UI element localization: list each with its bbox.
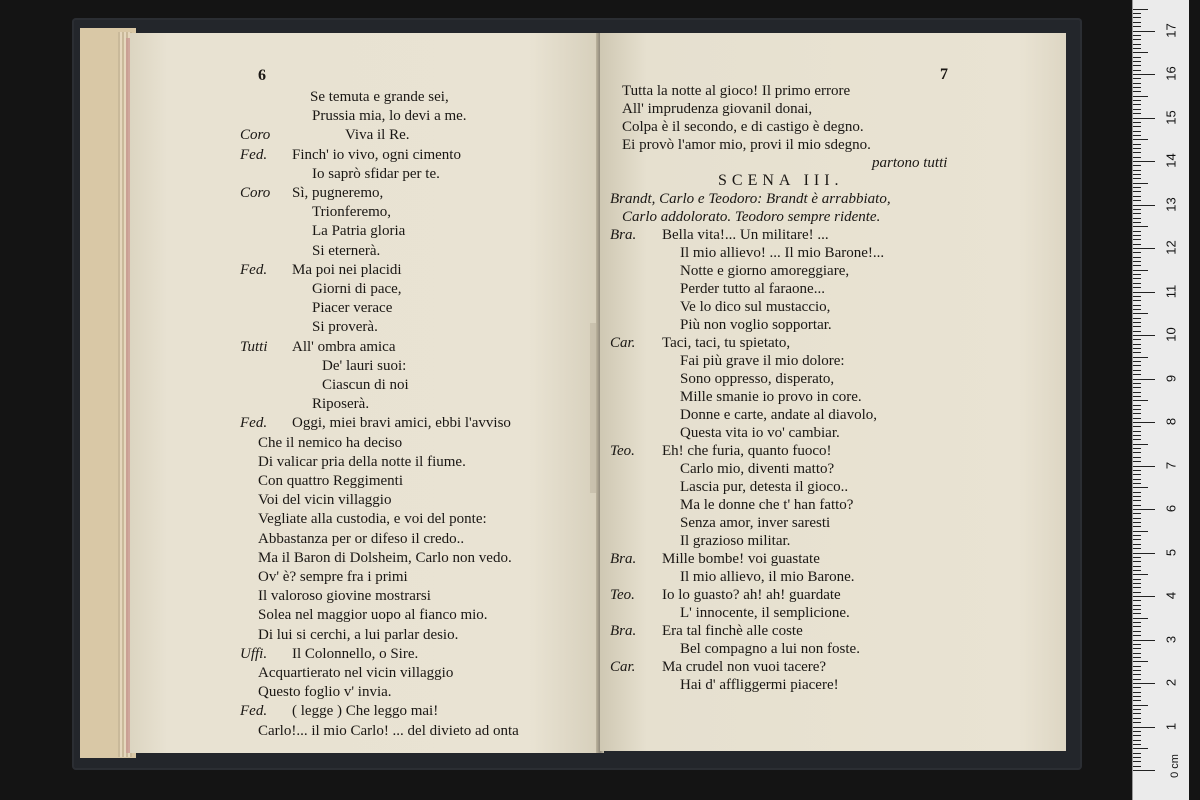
text-line: SCENA III. — [718, 172, 844, 189]
ruler-tick — [1133, 474, 1141, 475]
text-line: Il mio allievo, il mio Barone. — [680, 569, 855, 585]
ruler-tick — [1133, 296, 1141, 297]
ruler-tick — [1133, 396, 1141, 397]
speaker-label: Car. — [610, 659, 636, 675]
ruler-tick — [1133, 548, 1141, 549]
text-line: Fai più grave il mio dolore: — [680, 353, 845, 369]
ruler-tick — [1133, 735, 1141, 736]
ruler-tick — [1133, 39, 1141, 40]
ruler-tick — [1133, 483, 1141, 484]
ruler-tick — [1133, 661, 1148, 662]
ruler-tick — [1133, 170, 1141, 171]
ruler-number: 2 — [1163, 678, 1179, 687]
ruler-tick — [1133, 405, 1141, 406]
ruler-tick — [1133, 313, 1148, 314]
ruler-tick — [1133, 400, 1148, 401]
ruler-tick — [1133, 431, 1141, 432]
ruler-number: 7 — [1163, 461, 1179, 469]
ruler-tick — [1133, 600, 1141, 601]
text-line: Sì, pugneremo, — [292, 185, 384, 201]
ruler-tick — [1133, 444, 1148, 445]
speaker-label: Tutti — [240, 338, 268, 355]
ruler-tick — [1133, 574, 1148, 575]
text-line: Mille bombe! voi guastate — [662, 551, 820, 567]
ruler-number: 14 — [1163, 153, 1179, 168]
ruler-tick — [1133, 687, 1141, 688]
ruler-tick — [1133, 244, 1141, 245]
text-line: Io lo guasto? ah! ah! guardate — [662, 587, 841, 603]
ruler-tick — [1133, 100, 1141, 101]
ruler-tick — [1133, 644, 1141, 645]
ruler-tick — [1133, 557, 1141, 558]
ruler-tick — [1133, 435, 1141, 436]
ruler-tick — [1133, 57, 1141, 58]
ruler-tick — [1133, 705, 1148, 706]
ruler-tick — [1133, 200, 1141, 201]
ruler-tick — [1133, 183, 1148, 184]
ruler-tick — [1133, 500, 1141, 501]
ruler-tick — [1133, 148, 1141, 149]
text-line: Giorni di pace, — [312, 281, 402, 297]
ruler-tick — [1133, 348, 1141, 349]
ruler-number: 4 — [1163, 591, 1179, 600]
text-line: Ma crudel non vuoi tacere? — [662, 659, 827, 675]
text-line: Carlo!... il mio Carlo! ... del divieto ad onta — [258, 722, 519, 739]
ruler-tick — [1133, 104, 1141, 105]
ruler-number: 3 — [1163, 635, 1179, 643]
ruler-tick — [1133, 257, 1141, 258]
text-line: Questa vita io vo' cambiar. — [680, 425, 840, 441]
speaker-label: Teo. — [610, 443, 635, 459]
ruler-tick — [1133, 344, 1141, 345]
text-line: Eh! che furia, quanto fuoco! — [662, 443, 832, 459]
text-line: La Patria gloria — [312, 223, 406, 240]
ruler-tick — [1133, 17, 1141, 18]
ruler-unit-label: 0 cm — [1168, 754, 1181, 778]
ruler-tick — [1133, 13, 1141, 14]
ruler-tick — [1133, 292, 1155, 293]
ruler-tick — [1133, 165, 1141, 166]
text-line: Tutta la notte al gioco! Il primo errore — [622, 83, 851, 99]
ruler-tick — [1133, 331, 1141, 332]
ruler-tick — [1133, 596, 1155, 597]
ruler-tick — [1133, 622, 1141, 623]
text-line: Bel compagno a lui non foste. — [680, 641, 860, 657]
ruler-tick — [1133, 679, 1141, 680]
text-line: Senza amor, inver saresti — [680, 515, 831, 531]
ruler-tick — [1133, 683, 1155, 684]
ruler-tick — [1133, 35, 1141, 36]
ruler-number: 16 — [1163, 66, 1179, 81]
page-number: 6 — [258, 67, 266, 84]
text-line: Di lui si cerchi, a lui parlar desio. — [258, 626, 459, 643]
ruler-tick — [1133, 252, 1141, 253]
text-line: Ma le donne che t' han fatto? — [680, 497, 854, 513]
text-line: Abbastanza per or difeso il credo.. — [258, 530, 465, 547]
text-line: Con quattro Reggimenti — [258, 473, 403, 489]
ruler-tick — [1133, 278, 1141, 279]
ruler-tick — [1133, 566, 1141, 567]
ruler-tick — [1133, 31, 1155, 32]
ruler-tick — [1133, 196, 1141, 197]
text-line: Di valicar pria della notte il fiume. — [258, 453, 466, 470]
ruler-tick — [1133, 448, 1141, 449]
speaker-label: Fed. — [240, 703, 268, 720]
text-line: Viva il Re. — [345, 127, 410, 144]
ruler-tick — [1133, 261, 1141, 262]
speaker-label: Fed. — [240, 146, 268, 163]
ruler-tick — [1133, 422, 1155, 423]
text-line: Ma il Baron di Dolsheim, Carlo non vedo. — [258, 549, 512, 566]
text-line: De' lauri suoi: — [322, 357, 407, 374]
text-line: Il grazioso militar. — [680, 533, 791, 549]
ruler-tick — [1133, 178, 1141, 179]
text-line: Era tal finchè alle coste — [662, 623, 803, 639]
ruler-tick — [1133, 357, 1148, 358]
text-line: Carlo mio, diventi matto? — [680, 461, 835, 477]
text-line: Vegliate alla custodia, e voi del ponte: — [258, 511, 487, 528]
speaker-label: Bra. — [610, 227, 637, 243]
ruler-tick — [1133, 761, 1141, 762]
ruler-tick — [1133, 265, 1141, 266]
ruler-tick — [1133, 592, 1141, 593]
ruler-tick — [1133, 744, 1141, 745]
ruler-tick — [1133, 526, 1141, 527]
ruler-tick — [1133, 135, 1141, 136]
ruler-tick — [1133, 587, 1141, 588]
ruler-tick — [1133, 270, 1148, 271]
ruler-tick — [1133, 161, 1155, 162]
ruler-tick — [1133, 9, 1148, 10]
ruler-tick — [1133, 109, 1141, 110]
speaker-label: Coro — [240, 185, 271, 201]
ruler-tick — [1133, 305, 1141, 306]
text-line: Si eternerà. — [312, 242, 381, 259]
ruler-tick — [1133, 322, 1141, 323]
ruler-tick — [1133, 52, 1148, 53]
text-line: Che il nemico ha deciso — [258, 434, 403, 451]
speaker-label: Bra. — [610, 551, 637, 567]
ruler-tick — [1133, 44, 1141, 45]
ruler-tick — [1133, 218, 1141, 219]
ruler-tick — [1133, 544, 1141, 545]
ruler-tick — [1133, 666, 1141, 667]
ruler-tick — [1133, 722, 1141, 723]
speaker-label: Teo. — [610, 587, 635, 603]
ruler-tick — [1133, 618, 1148, 619]
text-line: Lascia pur, detesta il gioco.. — [680, 479, 849, 495]
text-line: Finch' io vivo, ogni cimento — [292, 146, 461, 163]
text-line: Il valoroso giovine mostrarsi — [258, 588, 431, 605]
ruler-tick — [1133, 492, 1141, 493]
ruler-tick — [1133, 383, 1141, 384]
ruler-tick — [1133, 239, 1141, 240]
ruler-tick — [1133, 248, 1155, 249]
text-line: Notte e giorno amoreggiare, — [680, 263, 850, 279]
ruler-tick — [1133, 144, 1141, 145]
ruler-tick — [1133, 235, 1141, 236]
speaker-label: Car. — [610, 335, 636, 351]
ruler-tick — [1133, 318, 1141, 319]
ruler-tick — [1133, 231, 1141, 232]
ruler-tick — [1133, 609, 1141, 610]
ruler-tick — [1133, 579, 1141, 580]
ruler-tick — [1133, 753, 1141, 754]
ruler-tick — [1133, 731, 1141, 732]
ruler-tick — [1133, 418, 1141, 419]
text-line: Taci, taci, tu spietato, — [662, 335, 791, 351]
ruler-number: 6 — [1163, 504, 1179, 513]
text-line: Bella vita!... Un militare! ... — [662, 227, 829, 243]
ruler-tick — [1133, 187, 1141, 188]
ruler-tick — [1133, 126, 1141, 127]
ruler-tick — [1133, 370, 1141, 371]
ruler-tick — [1133, 539, 1141, 540]
text-line: Voi del vicin villaggio — [258, 492, 392, 509]
text-line: Colpa è il secondo, e di castigo è degno. — [622, 119, 864, 135]
ruler-tick — [1133, 439, 1141, 440]
ruler-tick — [1133, 513, 1141, 514]
ruler-tick — [1133, 670, 1141, 671]
ruler-tick — [1133, 287, 1141, 288]
ruler-tick — [1133, 48, 1141, 49]
ruler-tick — [1133, 365, 1141, 366]
text-line: Acquartierato nel vicin villaggio — [258, 665, 454, 681]
text-line: Hai d' affliggermi piacere! — [680, 677, 839, 693]
text-line: All' ombra amica — [292, 338, 396, 355]
ruler-tick — [1133, 191, 1141, 192]
ruler-tick — [1133, 361, 1141, 362]
ruler-tick — [1133, 335, 1155, 336]
text-line: Ve lo dico sul mustaccio, — [680, 299, 831, 315]
ruler-number: 1 — [1163, 722, 1179, 730]
ruler-tick — [1133, 553, 1155, 554]
ruler-tick — [1133, 648, 1141, 649]
ruler-tick — [1133, 496, 1141, 497]
ruler-tick — [1133, 509, 1155, 510]
ruler-tick — [1133, 457, 1141, 458]
text-line: Oggi, miei bravi amici, ebbi l'avviso — [292, 415, 511, 432]
speaker-label: Coro — [240, 127, 271, 144]
text-line: Ov' è? sempre fra i primi — [258, 569, 408, 585]
ruler-tick — [1133, 583, 1141, 584]
ruler-tick — [1133, 326, 1141, 327]
text-line: Donne e carte, andate al diavolo, — [680, 407, 877, 423]
page-number: 7 — [940, 66, 948, 83]
text-line: Il Colonnello, o Sire. — [292, 645, 419, 662]
text-line: Solea nel maggior uopo al fianco mio. — [258, 607, 488, 624]
text-line: ( legge ) Che leggo mai! — [292, 703, 439, 720]
ruler-tick — [1133, 226, 1148, 227]
ruler-tick — [1133, 83, 1141, 84]
ruler-tick — [1133, 657, 1141, 658]
ruler-tick — [1133, 274, 1141, 275]
ruler-tick — [1133, 409, 1141, 410]
ruler-tick — [1133, 205, 1155, 206]
text-line: L' innocente, il semplicione. — [680, 605, 850, 621]
ruler-tick — [1133, 674, 1141, 675]
text-line: Questo foglio v' invia. — [258, 684, 392, 701]
ruler-tick — [1133, 518, 1141, 519]
ruler-number: 9 — [1163, 374, 1179, 382]
ruler-tick — [1133, 157, 1141, 158]
ruler-tick — [1133, 709, 1141, 710]
ruler-tick — [1133, 309, 1141, 310]
text-line: Carlo addolorato. Teodoro sempre ridente. — [622, 209, 881, 225]
ruler-tick — [1133, 70, 1141, 71]
ruler-tick — [1133, 713, 1141, 714]
ruler-tick — [1133, 379, 1155, 380]
ruler-tick — [1133, 692, 1141, 693]
ruler-tick — [1133, 374, 1141, 375]
ruler-tick — [1133, 740, 1141, 741]
text-line: Ciascun di noi — [322, 377, 409, 393]
ruler-tick — [1133, 718, 1141, 719]
text-line: Perder tutto al faraone... — [680, 281, 825, 297]
ruler-tick — [1133, 122, 1141, 123]
ruler-tick — [1133, 283, 1141, 284]
text-line: Mille smanie io provo in core. — [680, 389, 862, 405]
ruler-tick — [1133, 74, 1155, 75]
ruler-tick — [1133, 300, 1141, 301]
text-line: Piacer verace — [312, 300, 393, 317]
ruler-tick — [1133, 96, 1148, 97]
ruler-tick — [1133, 748, 1148, 749]
ruler-tick — [1133, 113, 1141, 114]
ruler-tick — [1133, 131, 1141, 132]
ruler-tick — [1133, 387, 1141, 388]
ruler-tick — [1133, 174, 1141, 175]
speaker-label: Uffi. — [240, 645, 268, 662]
ruler-number: 12 — [1163, 240, 1179, 255]
ruler-number: 8 — [1163, 417, 1179, 426]
ruler-number: 13 — [1163, 196, 1179, 212]
ruler-tick — [1133, 87, 1141, 88]
ruler-tick — [1133, 626, 1141, 627]
text-line: Riposerà. — [312, 396, 370, 413]
ruler-tick — [1133, 152, 1141, 153]
ruler-tick — [1133, 757, 1141, 758]
ruler-tick — [1133, 139, 1148, 140]
ruler-tick — [1133, 78, 1141, 79]
ruler-tick — [1133, 392, 1141, 393]
ruler-tick — [1133, 487, 1148, 488]
ruler-tick — [1133, 209, 1141, 210]
ruler-tick — [1133, 770, 1155, 771]
text-line: partono tutti — [872, 155, 948, 171]
ruler-tick — [1133, 26, 1141, 27]
ruler-tick — [1133, 531, 1148, 532]
ruler-tick — [1133, 561, 1141, 562]
ruler-tick — [1133, 352, 1141, 353]
ruler-number: 17 — [1163, 22, 1179, 38]
ruler-tick — [1133, 91, 1141, 92]
ruler-tick — [1133, 426, 1141, 427]
ruler-tick — [1133, 605, 1141, 606]
right-page — [600, 33, 1066, 751]
speaker-label: Fed. — [240, 261, 268, 278]
text-line: Si proverà. — [312, 319, 378, 336]
ruler-tick — [1133, 635, 1141, 636]
ruler-tick — [1133, 522, 1141, 523]
ruler-tick — [1133, 696, 1141, 697]
text-line: Io saprò sfidar per te. — [312, 165, 440, 182]
measurement-ruler — [1132, 0, 1189, 800]
ruler-tick — [1133, 613, 1141, 614]
ruler-tick — [1133, 466, 1155, 467]
ruler-tick — [1133, 222, 1141, 223]
ruler-tick — [1133, 700, 1141, 701]
ruler-tick — [1133, 653, 1141, 654]
ruler-tick — [1133, 452, 1141, 453]
ruler-tick — [1133, 640, 1155, 641]
ruler-number: 10 — [1163, 327, 1179, 342]
ruler-tick — [1133, 479, 1141, 480]
ruler-tick — [1133, 61, 1141, 62]
text-line: Ma poi nei placidi — [292, 261, 402, 278]
text-line: Ei provò l'amor mio, provi il mio sdegno. — [622, 137, 871, 153]
text-line: All' imprudenza giovanil donai, — [622, 101, 813, 117]
left-page — [130, 33, 600, 753]
ruler-tick — [1133, 535, 1141, 536]
text-line: Prussia mia, lo devi a me. — [312, 108, 467, 125]
text-line: Il mio allievo! ... Il mio Barone!... — [680, 245, 885, 261]
ruler-tick — [1133, 65, 1141, 66]
ruler-tick — [1133, 727, 1155, 728]
ruler-tick — [1133, 505, 1141, 506]
ruler-tick — [1133, 339, 1141, 340]
text-line: Se temuta e grande sei, — [310, 89, 449, 105]
text-line: Sono oppresso, disperato, — [680, 371, 835, 387]
speaker-label: Bra. — [610, 623, 637, 639]
ruler-tick — [1133, 118, 1155, 119]
ruler-number: 11 — [1163, 284, 1179, 298]
speaker-label: Fed. — [240, 415, 268, 432]
ruler-tick — [1133, 461, 1141, 462]
ruler-tick — [1133, 766, 1141, 767]
ruler-tick — [1133, 470, 1141, 471]
text-line: Più non voglio sopportar. — [680, 317, 832, 333]
ruler-tick — [1133, 213, 1141, 214]
ruler-number: 15 — [1163, 109, 1179, 125]
ruler-number: 5 — [1163, 548, 1179, 556]
ruler-tick — [1133, 631, 1141, 632]
text-line: Brandt, Carlo e Teodoro: Brandt è arrabbiato, — [610, 191, 891, 207]
ruler-tick — [1133, 570, 1141, 571]
text-line: Trionferemo, — [312, 204, 392, 221]
ruler-tick — [1133, 413, 1141, 414]
ruler-tick — [1133, 22, 1141, 23]
